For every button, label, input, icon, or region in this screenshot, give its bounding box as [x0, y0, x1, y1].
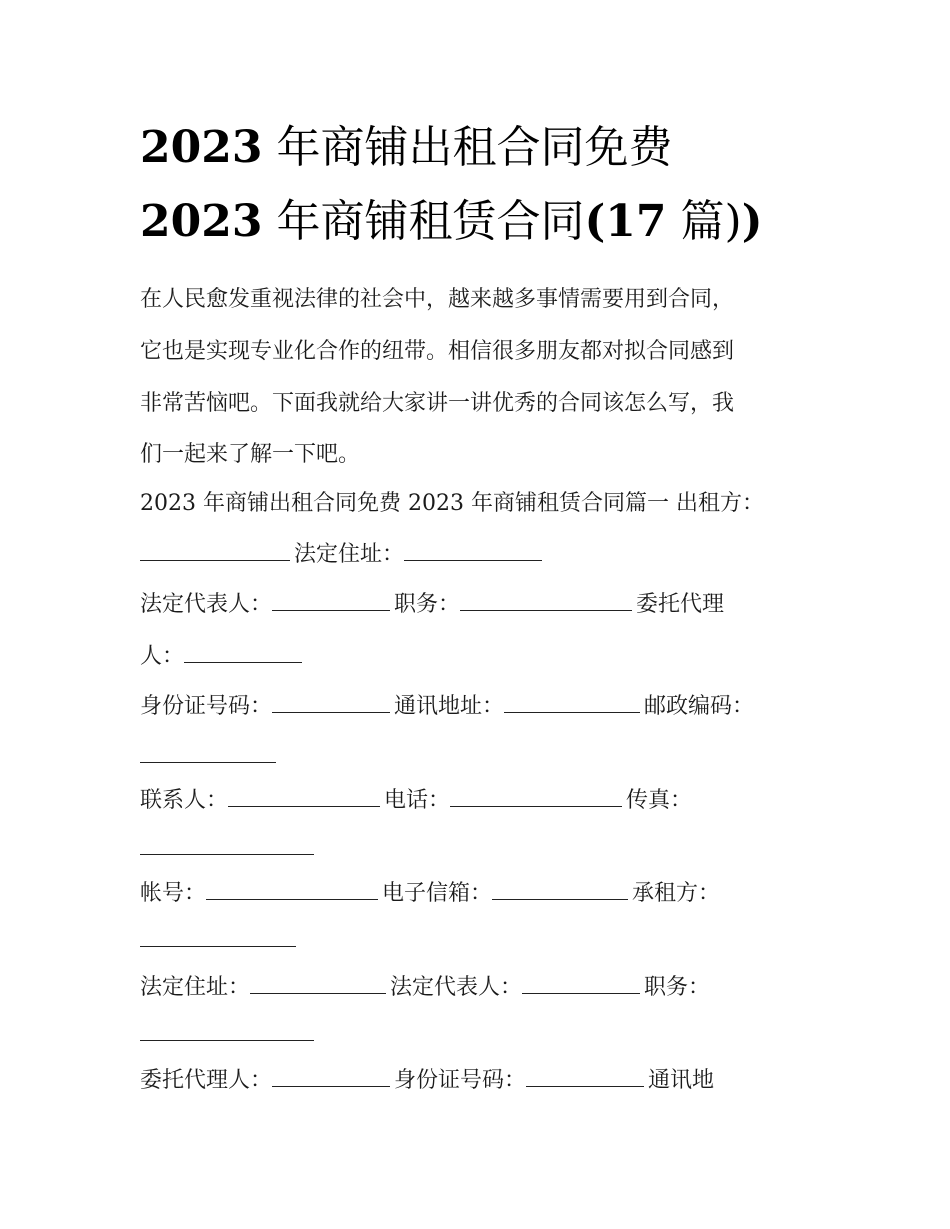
field-label: 人： [140, 644, 185, 669]
section-heading-line: 2023 年商铺出租合同免费 2023 年商铺租赁合同篇一 出租方： [140, 491, 764, 516]
blank-field[interactable] [140, 1020, 314, 1041]
field-label: 身份证号码： [140, 694, 273, 719]
title-count: (17 [584, 196, 667, 247]
blank-field[interactable] [140, 834, 314, 855]
field-label: 委托代理人： [140, 1068, 273, 1093]
blank-field[interactable] [492, 879, 628, 900]
blank-field[interactable] [450, 786, 622, 807]
title-year: 2023 [140, 196, 263, 247]
form-line-position-blank [140, 1020, 318, 1050]
blank-field[interactable] [272, 1066, 390, 1087]
blank-field[interactable] [272, 590, 390, 611]
field-label: 承租方： [632, 881, 721, 906]
intro-line-1: 在人民愈发重视法律的社会中，越来越多事情需要用到合同， [140, 287, 735, 312]
intro-line-3: 非常苦恼吧。下面我就给大家讲一讲优秀的合同该怎么写，我 [140, 391, 735, 416]
blank-field[interactable] [404, 540, 542, 561]
form-line-agent2 [140, 1066, 714, 1096]
field-label: 电话： [384, 788, 451, 813]
title-year: 2023 [140, 122, 263, 173]
form-line-fax-blank [140, 834, 318, 864]
field-label: 电子信箱： [382, 881, 493, 906]
form-line-id [140, 692, 754, 722]
field-label: 法定住址： [294, 542, 405, 567]
field-label: 职务： [644, 975, 711, 1000]
form-line-lessor-address [140, 540, 546, 570]
blank-field[interactable] [250, 973, 386, 994]
intro-line-2: 它也是实现专业化合作的纽带。相信很多朋友都对拟合同感到 [140, 339, 735, 364]
blank-field[interactable] [140, 540, 290, 561]
document-title-line-1 [140, 122, 672, 174]
document-title-line-2: 2023 年商铺租赁合同(17 篇)) [140, 196, 763, 247]
field-label: 联系人： [140, 788, 229, 813]
blank-field[interactable] [272, 692, 390, 713]
form-line-lessee-address [140, 973, 710, 1003]
blank-field[interactable] [184, 642, 302, 663]
field-label: 法定代表人： [140, 592, 273, 617]
blank-field[interactable] [526, 1066, 644, 1087]
field-label: 传真： [626, 788, 693, 813]
field-label: 法定代表人： [390, 975, 523, 1000]
field-label: 职务： [394, 592, 461, 617]
form-line-lessee-blank [140, 926, 300, 956]
form-line-agent [140, 642, 306, 672]
field-label: 通讯地址： [394, 694, 505, 719]
form-line-postcode-blank [140, 742, 280, 772]
blank-field[interactable] [522, 973, 640, 994]
form-line-contact [140, 786, 692, 816]
form-line-rep [140, 590, 724, 620]
blank-field[interactable] [140, 742, 276, 763]
blank-field[interactable] [228, 786, 380, 807]
field-label: 身份证号码： [394, 1068, 527, 1093]
field-label: 委托代理 [636, 592, 725, 617]
blank-field[interactable] [206, 879, 378, 900]
field-label: 通讯地 [648, 1068, 715, 1093]
form-line-account [140, 879, 720, 909]
intro-line-4: 们一起来了解一下吧。 [140, 442, 361, 467]
blank-field[interactable] [504, 692, 640, 713]
title-text: 年商铺出租合同免费 [262, 122, 673, 173]
title-count-text: 篇) [666, 196, 742, 247]
field-label: 邮政编码： [644, 694, 755, 719]
title-text: 年商铺租赁合同 [262, 196, 585, 247]
blank-field[interactable] [140, 926, 296, 947]
field-label: 帐号： [140, 881, 207, 906]
field-label: 法定住址： [140, 975, 251, 1000]
blank-field[interactable] [460, 590, 632, 611]
